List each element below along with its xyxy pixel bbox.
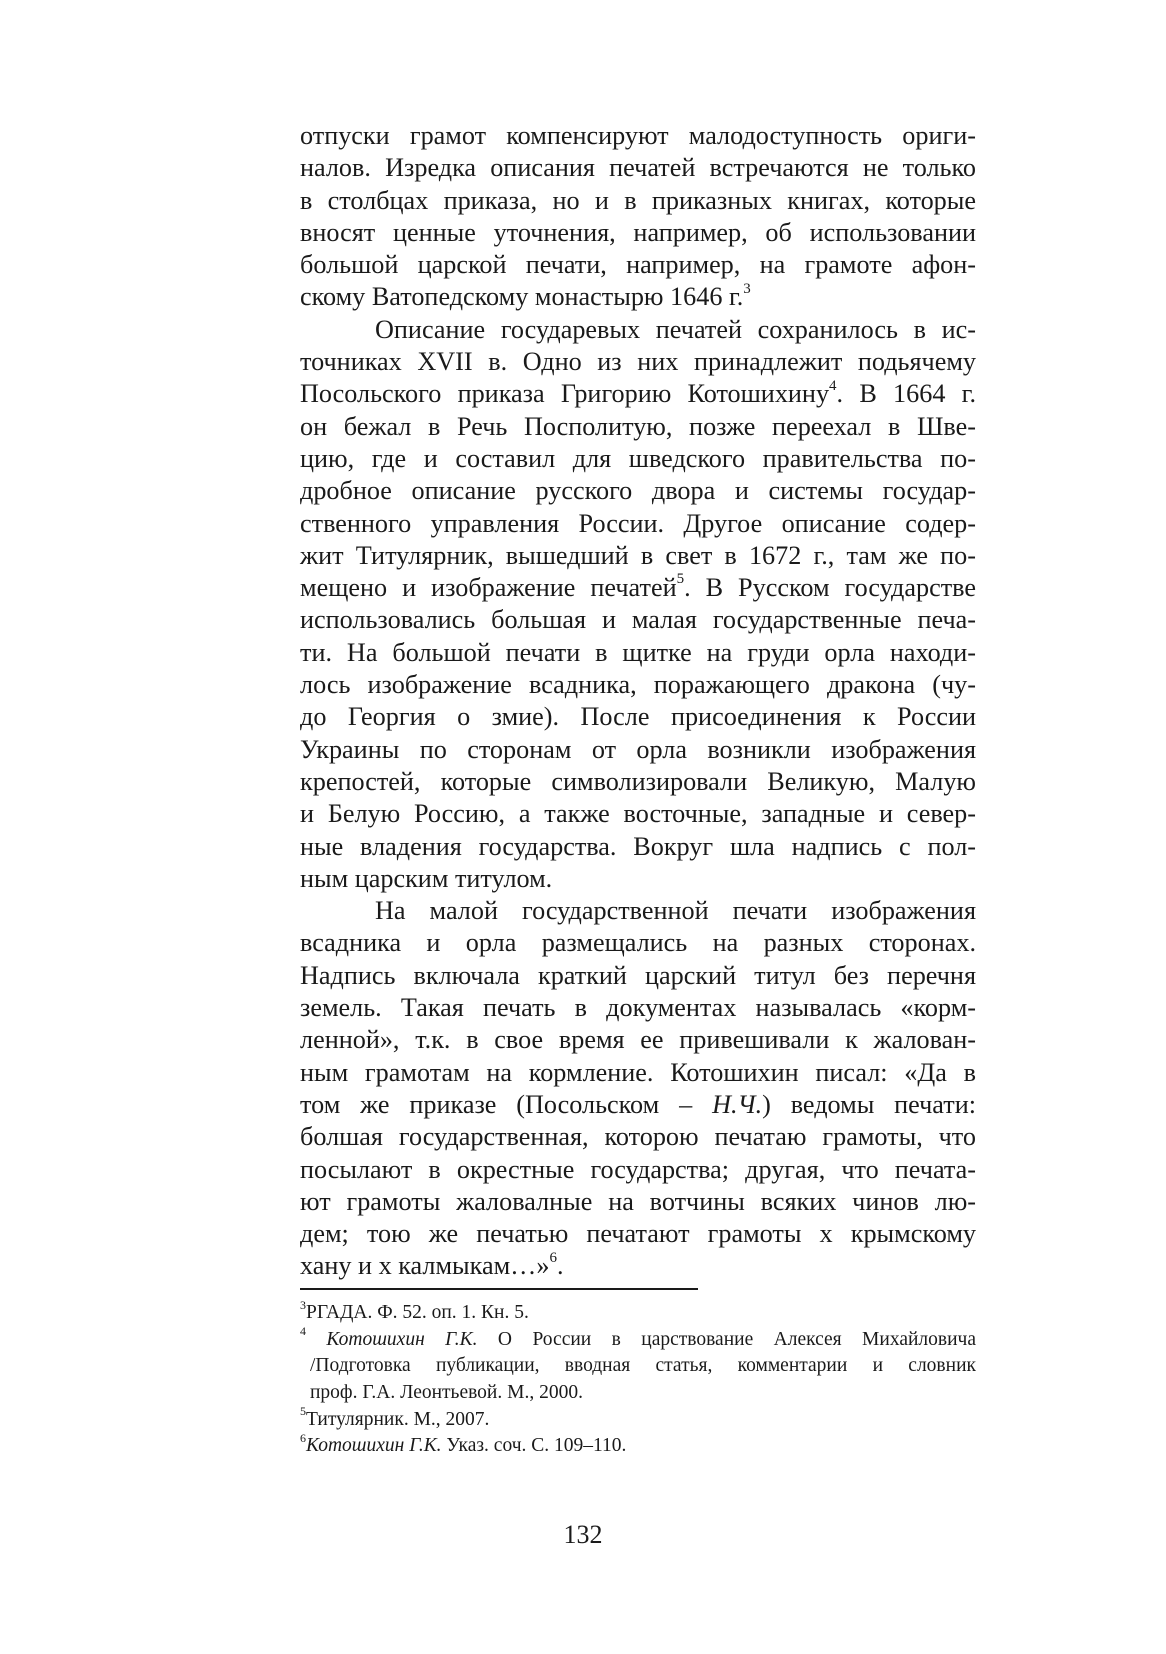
text-line: Надпись включала краткий царский титул без перечня: [300, 960, 976, 990]
paragraph-1: [300, 120, 976, 281]
text-line: том же приказе (Посольском – Н.Ч.) ведомы печати:: [300, 1089, 976, 1119]
footnote-4: $^4$ Котошихин Г.К. О России в царствование Алексея Михайловича: [300, 1324, 976, 1350]
text-line: в столбцах приказа, но и в приказных книгах, которые: [300, 185, 976, 215]
text-line: мещено и изображение печатей$^5$. В Русском государстве: [300, 571, 976, 603]
text-line: ственного управления России. Другое описание содер-: [300, 508, 976, 538]
text-line: Описание государевых печатей сохранилось в ис-: [375, 314, 976, 344]
text-line: Посольского приказа Григорию Котошихину$^4$. В 1664 г.: [300, 377, 976, 409]
text-line: Украины по сторонам от орла возникли изображения: [300, 734, 976, 764]
text-line: ным грамотам на кормление. Котошихин писал: «Да в: [300, 1057, 976, 1087]
footnote-separator: [300, 1288, 698, 1290]
footnote-ref-5[interactable]: 5: [676, 571, 685, 588]
footnote-4-line: проф. Г.А. Леонтьевой. М., 2000.: [310, 1382, 583, 1404]
main-text: [300, 120, 976, 1283]
footnote-ref-3[interactable]: 3: [743, 280, 751, 297]
text-line: крепостей, которые символизировали Великую, Малую: [300, 766, 976, 796]
footnote-5: $^5$Титулярник. М., 2007.: [300, 1404, 490, 1430]
footnote-ref-6[interactable]: 6: [549, 1249, 557, 1266]
text-line: жит Титулярник, вышедший в свет в 1672 г., там же по-: [300, 540, 976, 570]
text-line: хану и х калмыкам…»$^6$.: [300, 1249, 564, 1281]
footnotes: [300, 1297, 976, 1460]
text-line: и Белую Россию, а также восточные, западные и север-: [300, 799, 976, 829]
text-line: цию, где и составил для шведского правительства по-: [300, 443, 976, 473]
text-line: использовались большая и малая государственные печа-: [300, 605, 976, 635]
text-line: большой царской печати, например, на грамоте афон-: [300, 250, 976, 280]
text-line: налов. Изредка описания печатей встречаются не только: [300, 153, 976, 183]
footnote-3: $^3$РГАДА. Ф. 52. оп. 1. Кн. 5.: [300, 1297, 529, 1323]
text-line: болшая государственная, которою печатаю грамоты, что: [300, 1122, 976, 1152]
paragraph-3: [300, 895, 976, 1283]
text-line: точниках XVII в. Одно из них принадлежит подьячему: [300, 347, 976, 377]
text-line: посылают в окрестные государства; другая, что печата-: [300, 1154, 976, 1184]
text-line: ным царским титулом.: [300, 863, 553, 893]
paragraph-1-last-line: скому Ватопедскому монастырю 1646 г.$^3$: [300, 280, 751, 312]
footnote-ref-4[interactable]: 4: [829, 377, 837, 394]
text-line: отпуски грамот компенсируют малодоступность ориги-: [300, 121, 976, 150]
author-initials: Н.Ч.: [712, 1089, 763, 1119]
text-line: ти. На большой печати в щитке на груди орла находи-: [300, 637, 976, 667]
text-line: всадника и орла размещались на разных сторонах.: [300, 928, 976, 958]
text-line: ют грамоты жаловалные на вотчины всяких чинов лю-: [300, 1186, 976, 1216]
text-line: дробное описание русского двора и системы государ-: [300, 476, 976, 506]
footnote-4-line: /Подготовка публикации, вводная статья, комментарии и словник: [310, 1355, 976, 1377]
footnote-6: $^6$Котошихин Г.К. Указ. соч. С. 109–110.: [300, 1430, 627, 1457]
text-line: лось изображение всадника, поражающего дракона (чу-: [300, 670, 976, 700]
paragraph-2: [300, 314, 976, 895]
text-line: ные владения государства. Вокруг шла надпись с пол-: [300, 831, 976, 861]
text-line: он бежал в Речь Посполитую, позже переехал в Шве-: [300, 411, 976, 441]
text-line: На малой государственной печати изображения: [375, 896, 976, 926]
page-number: 132: [563, 1520, 603, 1549]
text-line: вносят ценные уточнения, например, об использовании: [300, 217, 976, 247]
text-line: земель. Такая печать в документах называлась «корм-: [300, 993, 976, 1023]
text-line: ленной», т.к. в свое время ее привешивали к жалован-: [300, 1025, 976, 1055]
text-line: до Георгия о змие). После присоединения к России: [300, 702, 976, 732]
text-line: дем; тою же печатью печатают грамоты х крымскому: [300, 1219, 976, 1249]
